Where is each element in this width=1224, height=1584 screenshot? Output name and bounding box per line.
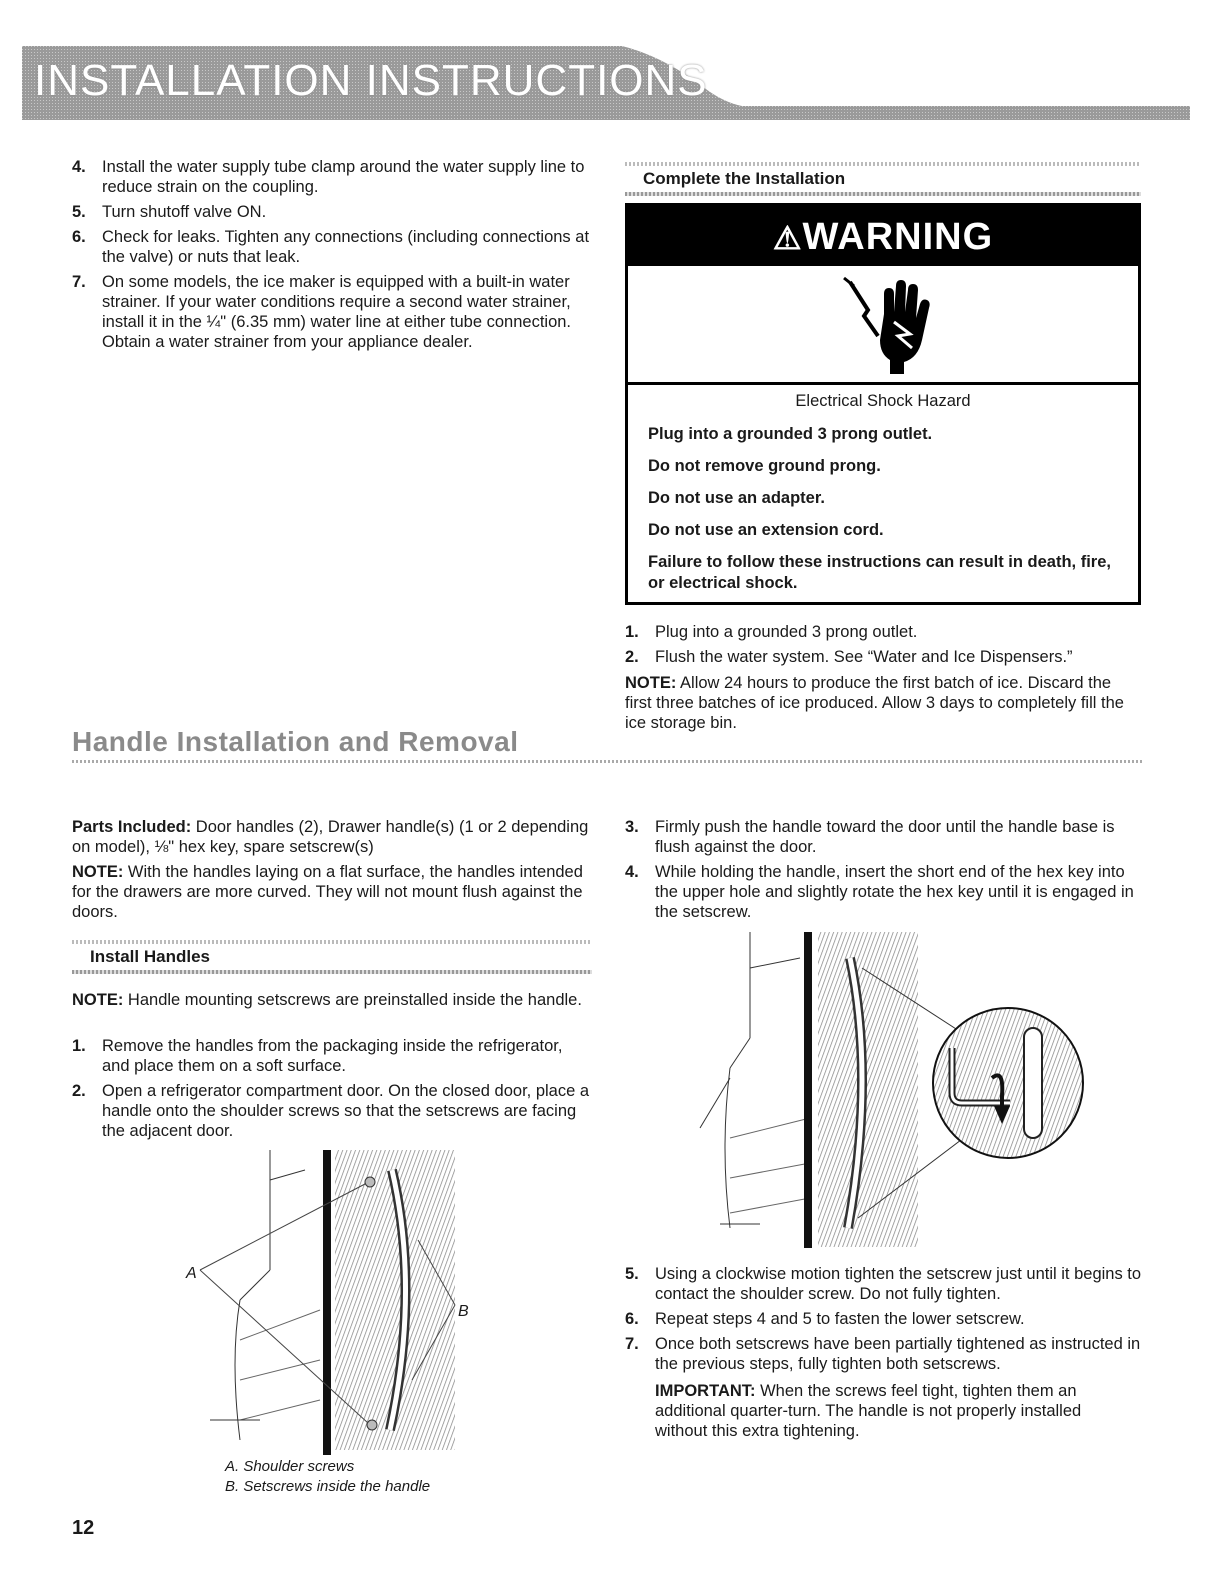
handle-section-heading: Handle Installation and Removal (72, 726, 519, 757)
warning-line: Do not use an extension cord. (648, 521, 884, 539)
install-note: NOTE: Handle mounting setscrews are preinstalled inside the handle. (72, 991, 582, 1009)
figure-label-a: A (186, 1265, 197, 1282)
list-item: 2. Open a refrigerator compartment door. On the closed door, place a handle onto the shoulder screws so that the setscrews are facing the adjacent door. (72, 1082, 590, 1140)
warning-line: Plug into a grounded 3 prong outlet. (648, 425, 933, 443)
handle-mounting-illustration (180, 1140, 480, 1460)
warning-line: Failure to follow these instructions can result in death, fire, or electrical shock. (648, 553, 1111, 592)
hazard-title: Electrical Shock Hazard (795, 392, 971, 410)
section-divider (72, 760, 1142, 763)
warning-header: ⚠WARNING (628, 206, 1138, 266)
caption-b: B. Setscrews inside the handle (225, 1478, 431, 1495)
hex-key-illustration (690, 928, 1090, 1253)
warning-box (625, 203, 1141, 605)
header-banner (22, 46, 1190, 120)
handle-steps-bottom-list (625, 1264, 1145, 1379)
warning-line: Do not remove ground prong. (648, 457, 881, 475)
warning-triangle-icon: ⚠ (772, 220, 803, 256)
list-item: 6. Repeat steps 4 and 5 to fasten the lower setscrew. (625, 1310, 1025, 1328)
list-item: 5. Using a clockwise motion tighten the setscrew just until it begins to contact the shoulder screw. Do not fully tighten. (625, 1265, 1142, 1303)
complete-steps-list (625, 622, 1141, 672)
electric-shock-hand-icon (628, 266, 1138, 385)
list-item: 7. On some models, the ice maker is equipped with a built-in water strainer. If your water conditions require a second water strainer, install it in the ¼" (6.35 mm) water line at either tube connection. Obtain a water strainer from your appliance dealer. (72, 273, 572, 351)
handle-steps-top-list (625, 817, 1145, 927)
list-item: 1. Remove the handles from the packaging inside the refrigerator, and place them on a soft surface. (72, 1037, 563, 1075)
caption-a: A. Shoulder screws (225, 1458, 355, 1475)
water-steps-list (72, 157, 592, 357)
parts-included: Parts Included: Door handles (2), Drawer handle(s) (1 or 2 depending on model), ⅛" hex key, spare setscrew(s) (72, 818, 589, 856)
page-title: INSTALLATION INSTRUCTIONS (34, 56, 708, 105)
install-handles-heading: Install Handles (72, 940, 592, 974)
figure-label-b: B (458, 1303, 469, 1320)
list-item: 5. Turn shutoff valve ON. (72, 203, 267, 221)
install-steps-list (72, 1036, 592, 1146)
complete-installation-heading: Complete the Installation (625, 162, 1141, 196)
list-item: 2. Flush the water system. See “Water and Ice Dispensers.” (625, 648, 1073, 666)
important-note: IMPORTANT: When the screws feel tight, tighten them an additional quarter-turn. The handle is not properly installed without this extra tightening. (655, 1382, 1082, 1440)
list-item: 4. Install the water supply tube clamp around the water supply line to reduce strain on the coupling. (72, 158, 585, 196)
list-item: 6. Check for leaks. Tighten any connections (including connections at the valve) or nuts that leak. (72, 228, 590, 266)
list-item: 3. Firmly push the handle toward the door until the handle base is flush against the door. (625, 818, 1115, 856)
warning-line: Do not use an adapter. (648, 489, 825, 507)
list-item: 1. Plug into a grounded 3 prong outlet. (625, 623, 918, 641)
page-number: 12 (72, 1517, 95, 1539)
list-item: 7. Once both setscrews have been partially tightened as instructed in the previous steps, fully tighten both setscrews. (625, 1335, 1141, 1373)
handle-note: NOTE: With the handles laying on a flat surface, the handles intended for the drawers are more curved. They will not mount flush against the doors. (72, 863, 583, 921)
list-item: 4. While holding the handle, insert the short end of the hex key into the upper hole and slightly rotate the hex key until it is engaged in the setscrew. (625, 863, 1134, 921)
complete-note: NOTE: Allow 24 hours to produce the first batch of ice. Discard the first three batches of ice produced. Allow 3 days to completely fill the ice storage bin. (625, 674, 1124, 732)
